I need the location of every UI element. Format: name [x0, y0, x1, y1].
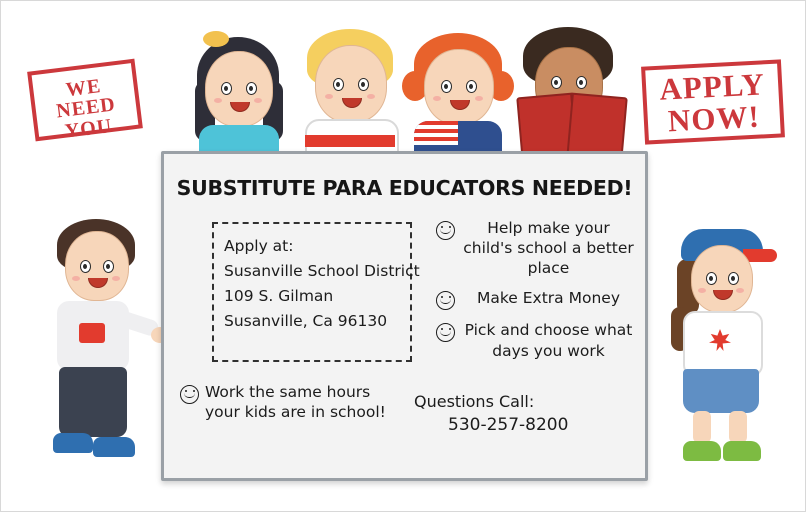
illustration-girl-black-hair	[179, 29, 299, 164]
cheek-left	[214, 98, 222, 103]
mouth	[713, 290, 733, 300]
shoe-right	[723, 441, 761, 461]
smiley-icon	[436, 323, 455, 342]
note-text: Work the same hours your kids are in school!	[205, 383, 386, 422]
shoe-left	[683, 441, 721, 461]
stamp-left-line1: WE NEED	[55, 75, 117, 123]
address-line-2: 109 S. Gilman	[224, 287, 334, 306]
smiley-icon	[436, 291, 455, 310]
stamp-apply-now	[641, 59, 785, 144]
whiteboard	[161, 151, 648, 481]
eye-right	[358, 78, 369, 91]
cheek-left	[698, 288, 706, 293]
apply-at-heading: Apply at:	[224, 237, 294, 255]
shoe-left	[53, 433, 93, 453]
illustration-girl-with-cap	[657, 219, 787, 489]
list-item	[436, 218, 636, 278]
benefit-text: Make Extra Money	[477, 289, 620, 308]
apply-address-box	[212, 222, 420, 362]
cheek-left	[72, 276, 80, 281]
shoe-right	[93, 437, 135, 457]
eye-right	[576, 76, 587, 89]
mouth	[450, 100, 470, 110]
hair-bow	[203, 31, 229, 47]
list-item	[436, 320, 636, 360]
shirt-stripe	[305, 135, 395, 147]
mouth	[230, 102, 250, 112]
stamp-right-line2: NOW!	[667, 98, 761, 138]
eye-left	[706, 272, 717, 285]
cheek-right	[254, 98, 262, 103]
eye-left	[551, 76, 562, 89]
skirt	[683, 369, 759, 413]
head	[315, 45, 387, 123]
illustration-boy-pointing	[35, 219, 165, 484]
eye-right	[246, 82, 257, 95]
cheek-right	[736, 288, 744, 293]
mouth	[88, 278, 108, 288]
benefits-list	[436, 218, 636, 371]
leg-right	[729, 411, 747, 443]
eye-left	[333, 78, 344, 91]
contact-block	[414, 390, 568, 438]
stamp-we-need-you	[27, 59, 143, 142]
shirt-emblem	[79, 323, 105, 343]
leg-left	[693, 411, 711, 443]
head	[205, 51, 273, 127]
head	[65, 231, 129, 301]
cheek-right	[367, 94, 375, 99]
phone-number[interactable]: 530-257-8200	[448, 415, 569, 436]
shirt	[683, 311, 763, 377]
address-line-3: Susanville, Ca 96130	[224, 312, 388, 331]
smiley-icon	[436, 221, 455, 240]
cheek-left	[325, 94, 333, 99]
eye-left	[80, 260, 91, 273]
eye-right	[728, 272, 739, 285]
illustration-boy-reading-book	[501, 17, 641, 167]
benefit-text: Help make your child's school a better place	[463, 219, 634, 278]
list-item	[436, 288, 636, 310]
eye-right	[103, 260, 114, 273]
pants	[59, 367, 127, 437]
flag-pattern	[414, 121, 458, 145]
work-hours-note	[180, 382, 390, 422]
stamp-right-line1: APPLY	[658, 66, 766, 107]
head	[424, 49, 494, 125]
eye-left	[441, 80, 452, 93]
address-line-1: Susanville School District	[224, 262, 420, 281]
mouth	[342, 98, 362, 108]
cheek-right	[475, 96, 483, 101]
cheek-right	[112, 276, 120, 281]
eye-right	[466, 80, 477, 93]
benefit-text: Pick and choose what days you work	[464, 321, 633, 360]
illustration-boy-blonde	[291, 15, 411, 165]
smiley-icon	[180, 385, 199, 404]
questions-label: Questions Call:	[414, 392, 535, 411]
eye-left	[221, 82, 232, 95]
cheek-left	[433, 96, 441, 101]
head	[691, 245, 753, 313]
page-title: SUBSTITUTE PARA EDUCATORS NEEDED!	[176, 176, 633, 200]
stamp-left-line2: YOU	[63, 114, 114, 143]
